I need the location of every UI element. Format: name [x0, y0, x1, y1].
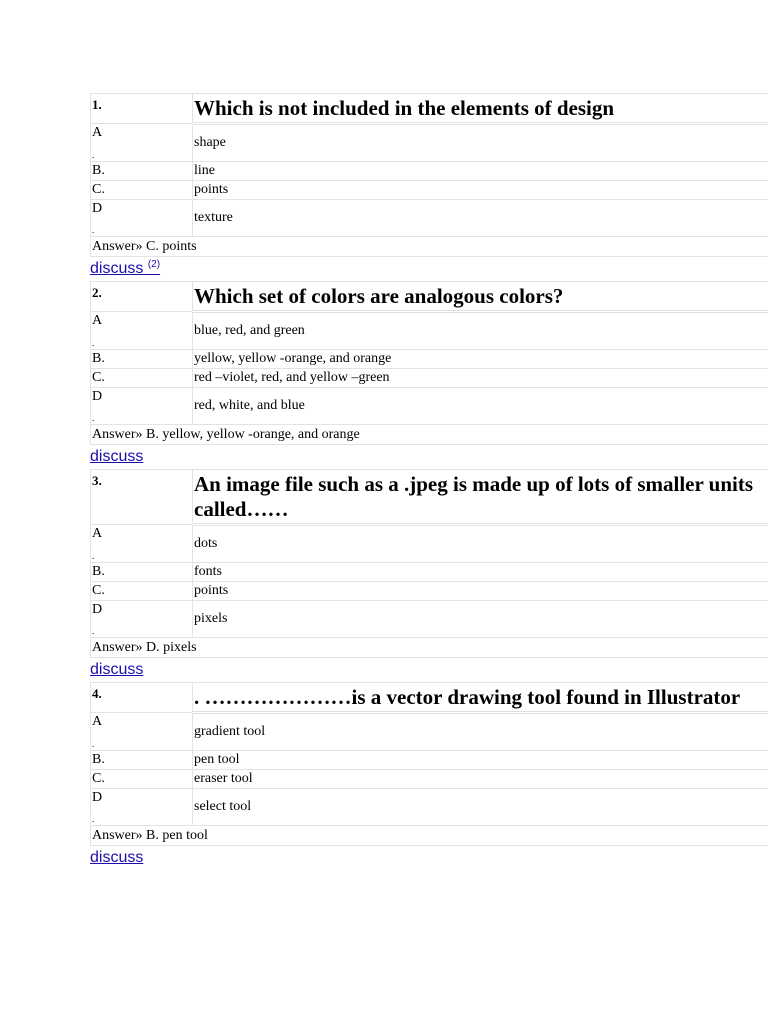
- option-row: [91, 582, 768, 601]
- option-letter: C.: [92, 370, 105, 385]
- discuss-label: discuss: [90, 661, 144, 678]
- option-letter-cell: [91, 582, 193, 601]
- option-row: [91, 789, 768, 826]
- option-row: [91, 563, 768, 582]
- option-letter-dot: .: [92, 814, 95, 824]
- option-text: points: [193, 181, 768, 200]
- option-text: gradient tool: [193, 713, 768, 751]
- discuss-label: discuss: [90, 260, 144, 277]
- discuss-row: [90, 658, 768, 682]
- option-text: pen tool: [193, 751, 768, 770]
- quiz-list: [90, 93, 768, 870]
- option-row: [91, 162, 768, 181]
- option-row: [91, 525, 768, 563]
- option-row: [91, 312, 768, 350]
- option-letter-cell: [91, 751, 193, 770]
- discuss-row: [90, 445, 768, 469]
- option-letter: C.: [92, 182, 105, 197]
- option-letter-cell: [91, 601, 193, 638]
- discuss-link[interactable]: [90, 448, 143, 465]
- option-letter-dot: .: [92, 150, 95, 160]
- answer-row: [91, 638, 768, 658]
- answer-text: Answer» B. pen tool: [91, 826, 768, 846]
- option-row: [91, 124, 768, 162]
- option-letter: C.: [92, 583, 105, 598]
- question-row: [91, 470, 768, 525]
- question-text: Which is not included in the elements of design: [193, 94, 768, 124]
- question-row: [91, 94, 768, 124]
- question-block: [90, 93, 768, 281]
- option-letter-dot: .: [92, 338, 95, 348]
- question-number: 3.: [91, 470, 193, 525]
- option-letter: B.: [92, 351, 105, 366]
- option-row: [91, 181, 768, 200]
- option-text: points: [193, 582, 768, 601]
- discuss-count: (2): [147, 259, 161, 270]
- option-letter-cell: [91, 350, 193, 369]
- option-text: blue, red, and green: [193, 312, 768, 350]
- answer-text: Answer» D. pixels: [91, 638, 768, 658]
- option-row: [91, 200, 768, 237]
- option-letter-cell: [91, 713, 193, 751]
- option-text: texture: [193, 200, 768, 237]
- option-letter-cell: [91, 162, 193, 181]
- option-letter-dot: .: [92, 739, 95, 749]
- option-row: [91, 388, 768, 425]
- answer-text: Answer» B. yellow, yellow -orange, and orange: [91, 425, 768, 445]
- option-letter-cell: [91, 369, 193, 388]
- option-row: [91, 369, 768, 388]
- option-letter: B.: [92, 752, 105, 767]
- question-table: [90, 682, 768, 846]
- option-text: pixels: [193, 601, 768, 638]
- option-text: yellow, yellow -orange, and orange: [193, 350, 768, 369]
- option-letter: A: [92, 526, 103, 541]
- option-letter: A: [92, 125, 103, 140]
- option-row: [91, 350, 768, 369]
- question-number: 4.: [91, 683, 193, 713]
- option-text: red, white, and blue: [193, 388, 768, 425]
- option-letter: D: [92, 790, 103, 805]
- option-letter-cell: [91, 200, 193, 237]
- option-row: [91, 751, 768, 770]
- question-row: [91, 683, 768, 713]
- option-text: select tool: [193, 789, 768, 826]
- question-table: [90, 281, 768, 445]
- answer-row: [91, 425, 768, 445]
- option-letter-cell: [91, 525, 193, 563]
- discuss-link[interactable]: [90, 849, 143, 866]
- question-table: [90, 469, 768, 658]
- option-letter-dot: .: [92, 626, 95, 636]
- option-letter: A: [92, 714, 103, 729]
- option-letter: D: [92, 201, 103, 216]
- option-row: [91, 770, 768, 789]
- question-number: 1.: [91, 94, 193, 124]
- option-letter-cell: [91, 181, 193, 200]
- question-text: An image file such as a .jpeg is made up of lots of smaller units called……: [193, 470, 768, 525]
- option-row: [91, 713, 768, 751]
- option-letter-dot: .: [92, 551, 95, 561]
- question-row: [91, 282, 768, 312]
- question-block: [90, 469, 768, 682]
- answer-row: [91, 826, 768, 846]
- question-number: 2.: [91, 282, 193, 312]
- option-letter: B.: [92, 163, 105, 178]
- option-letter: D: [92, 602, 103, 617]
- option-text: eraser tool: [193, 770, 768, 789]
- discuss-label: discuss: [90, 448, 144, 465]
- option-text: dots: [193, 525, 768, 563]
- option-letter-cell: [91, 388, 193, 425]
- question-block: [90, 281, 768, 469]
- option-text: shape: [193, 124, 768, 162]
- discuss-link[interactable]: [90, 260, 160, 277]
- discuss-row: [90, 257, 768, 281]
- option-letter: B.: [92, 564, 105, 579]
- option-letter-cell: [91, 124, 193, 162]
- option-text: red –violet, red, and yellow –green: [193, 369, 768, 388]
- option-letter: A: [92, 313, 103, 328]
- option-letter-dot: .: [92, 225, 95, 235]
- discuss-label: discuss: [90, 849, 144, 866]
- option-text: line: [193, 162, 768, 181]
- option-letter: C.: [92, 771, 105, 786]
- option-letter-cell: [91, 312, 193, 350]
- option-letter-cell: [91, 563, 193, 582]
- option-text: fonts: [193, 563, 768, 582]
- answer-text: Answer» C. points: [91, 237, 768, 257]
- discuss-link[interactable]: [90, 661, 143, 678]
- option-row: [91, 601, 768, 638]
- question-block: [90, 682, 768, 870]
- question-text: . …………………is a vector drawing tool found in Illustrator: [193, 683, 768, 713]
- question-text: Which set of colors are analogous colors?: [193, 282, 768, 312]
- option-letter-cell: [91, 770, 193, 789]
- option-letter-dot: .: [92, 413, 95, 423]
- answer-row: [91, 237, 768, 257]
- option-letter-cell: [91, 789, 193, 826]
- option-letter: D: [92, 389, 103, 404]
- question-table: [90, 93, 768, 257]
- discuss-row: [90, 846, 768, 870]
